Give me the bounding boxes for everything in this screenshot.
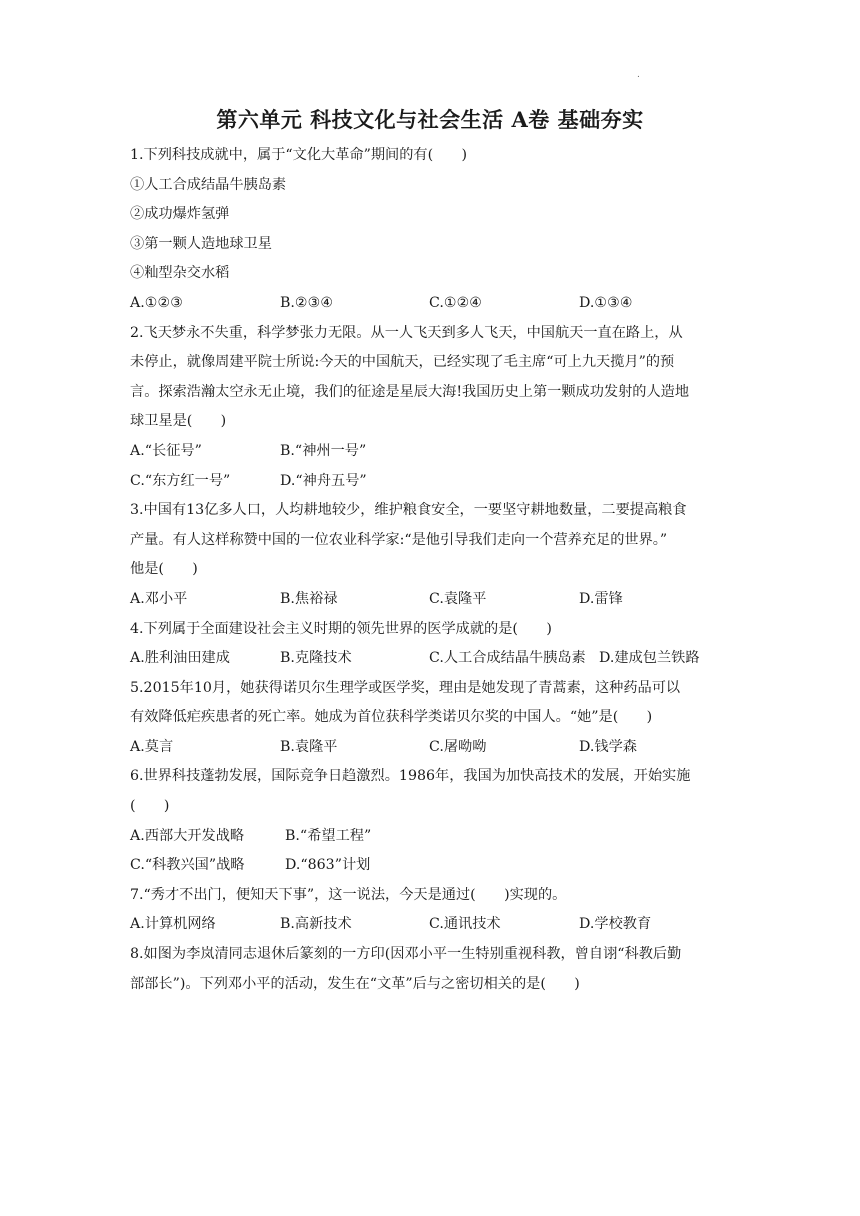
option-a: A.莫言 — [130, 738, 174, 755]
option-c: C.①②④ — [429, 294, 483, 311]
option-d: D.雷锋 — [579, 590, 623, 607]
option-a: A.胜利油田建成 — [130, 650, 230, 667]
option-c: C.屠呦呦 — [429, 738, 487, 755]
option-c: C.人工合成结晶牛胰岛素 — [429, 650, 586, 667]
option-b: B.焦裕禄 — [280, 590, 338, 607]
option-b: B.“神州一号” — [280, 442, 367, 459]
option-d: D.“神舟五号” — [280, 472, 367, 489]
question-list — [130, 141, 730, 999]
option-d: D.学校教育 — [579, 916, 652, 933]
option-b: B.袁隆平 — [280, 738, 338, 755]
question-3-stem-line: 他是( ) — [130, 561, 198, 578]
question-3-stem-line: 产量。有人这样称赞中国的一位农业科学家:“是他引导我们走向一个营养充足的世界。” — [130, 531, 668, 548]
option-a: A.西部大开发战略 — [130, 827, 245, 844]
option-b: B.②③④ — [280, 294, 334, 311]
option-a: A.“长征号” — [130, 442, 202, 459]
option-c: C.“东方红一号” — [130, 472, 231, 489]
question-4-stem: 4.下列属于全面建设社会主义时期的领先世界的医学成就的是( ) — [130, 620, 552, 637]
question-2-stem-line: 球卫星是( ) — [130, 413, 227, 430]
question-5-options — [130, 733, 730, 763]
question-1-stem: 1.下列科技成就中，属于“文化大革命”期间的有( ) — [130, 147, 468, 163]
question-1-options — [130, 289, 730, 319]
question-2-stem-line: 言。探索浩瀚太空永无止境，我们的征途是星辰大海!我国历史上第一颗成功发射的人造地 — [130, 383, 690, 400]
question-1-item: ②成功爆炸氢弹 — [130, 206, 230, 223]
question-8-stem-line: 8.如图为李岚清同志退休后篆刻的一方印(因邓小平一生特别重视科教，曾自诩“科教后勤 — [130, 946, 682, 963]
question-1-item: ①人工合成结晶牛胰岛素 — [130, 176, 287, 193]
question-5-stem-line: 有效降低疟疾患者的死亡率。她成为首位获科学类诺贝尔奖的中国人。“她”是( ) — [130, 709, 653, 726]
question-5-stem-line: 5.2015年10月，她获得诺贝尔生理学或医学奖，理由是她发现了青蒿素，这种药品可以 — [130, 679, 681, 696]
option-d: D.钱学森 — [579, 738, 637, 755]
option-b: B.高新技术 — [280, 916, 352, 933]
question-3-options — [130, 585, 730, 615]
question-2-options-row-2 — [130, 467, 730, 497]
question-6-options-row-2 — [130, 851, 730, 881]
question-1-item: ③第一颗人造地球卫星 — [130, 235, 272, 252]
question-2-stem-line: 2.飞天梦永不失重，科学梦张力无限。从一人飞天到多人飞天，中国航天一直在路上，从 — [130, 324, 683, 341]
option-a: A.邓小平 — [130, 590, 188, 607]
question-6-options-row-1 — [130, 822, 730, 852]
option-a: A.①②③ — [130, 294, 183, 311]
question-7-options — [130, 910, 730, 940]
page-title: 第六单元 科技文化与社会生活 A卷 基础夯实 — [216, 107, 644, 132]
option-c: C.通讯技术 — [429, 916, 501, 933]
question-6-stem-line: ( ) — [130, 798, 170, 815]
question-1-item: ④籼型杂交水稻 — [130, 265, 230, 282]
option-c: C.袁隆平 — [429, 590, 487, 607]
question-4-options — [130, 644, 730, 674]
question-7-stem: 7.“秀才不出门，便知天下事”，这一说法，今天是通过( )实现的。 — [130, 886, 567, 903]
page-marker: . — [637, 70, 640, 80]
option-b: B.“希望工程” — [285, 827, 372, 844]
question-8-stem-line: 部部长”)。下列邓小平的活动，发生在“文革”后与之密切相关的是( ) — [130, 975, 580, 992]
option-a: A.计算机网络 — [130, 916, 216, 933]
option-d: D.建成包兰铁路 — [599, 650, 700, 667]
question-2-stem-line: 未停止，就像周建平院士所说:今天的中国航天，已经实现了毛主席“可上九天揽月”的预 — [130, 354, 675, 371]
option-d: D.“863”计划 — [285, 857, 371, 874]
option-d: D.①③④ — [579, 294, 633, 311]
question-3-stem-line: 3.中国有13亿多人口，人均耕地较少，维护粮食安全，一要坚守耕地数量，二要提高粮食 — [130, 502, 687, 519]
option-b: B.克隆技术 — [280, 650, 352, 667]
question-2-options-row-1 — [130, 437, 730, 467]
question-6-stem-line: 6.世界科技蓬勃发展，国际竞争日趋激烈。1986年，我国为加快高技术的发展，开始实施 — [130, 768, 691, 785]
option-c: C.“科教兴国”战略 — [130, 857, 245, 874]
